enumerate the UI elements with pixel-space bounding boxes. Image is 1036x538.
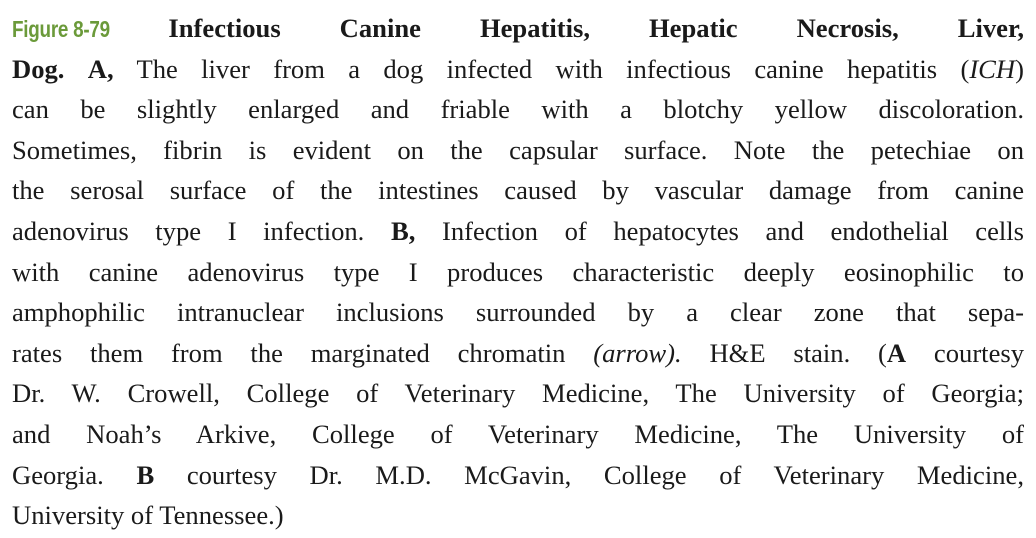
panel-a-text-end: adenovirus type I infection.: [12, 215, 365, 246]
caption-line-9: [12, 333, 1024, 374]
panel-b-text: Infection of hepatocytes and endothelial cells: [441, 215, 1024, 246]
ich-abbrev: ICH: [969, 53, 1016, 84]
figure-caption: [12, 8, 1024, 536]
arrow-note: (arrow).: [593, 337, 682, 368]
credit-a-text: courtesy: [933, 337, 1025, 368]
caption-line-12: [12, 455, 1024, 496]
panel-b-label: B,: [390, 215, 416, 246]
caption-line-1: [12, 8, 1024, 49]
figure-label: Figure 8-79: [12, 16, 110, 42]
credit-a-end: Georgia.: [12, 459, 104, 490]
caption-line-8: amphophilic intranuclear inclusions surrounded by a clear zone that sepa-: [12, 297, 1024, 328]
figure-title-cont: Dog.: [12, 53, 65, 84]
panel-a-label: A,: [87, 53, 114, 84]
panel-a-text: The liver from a dog infected with infectious canine hepatitis (: [136, 53, 970, 84]
chromatin-text: rates them from the marginated chromatin: [12, 337, 566, 368]
caption-line-11: and Noah’s Arkive, College of Veterinary Medicine, The University of: [12, 418, 1024, 449]
caption-line-4: Sometimes, fibrin is evident on the capsular surface. Note the petechiae on: [12, 134, 1024, 165]
paren-close: ): [1015, 53, 1024, 84]
stain-text: H&E stain. (: [709, 337, 887, 368]
caption-line-7: with canine adenovirus type I produces characteristic deeply eosinophilic to: [12, 256, 1024, 287]
caption-line-6: [12, 211, 1024, 252]
credit-a-label: A: [886, 337, 907, 368]
caption-line-3: can be slightly enlarged and friable with a blotchy yellow discoloration.: [12, 94, 1024, 125]
caption-line-2: [12, 49, 1024, 90]
caption-line-10: Dr. W. Crowell, College of Veterinary Medicine, The University of Georgia;: [12, 378, 1024, 409]
caption-line-13: University of Tennessee.): [12, 500, 284, 531]
caption-line-5: the serosal surface of the intestines caused by vascular damage from canine: [12, 175, 1024, 206]
credit-b-text: courtesy Dr. M.D. McGavin, College of Veterinary Medicine,: [186, 459, 1024, 490]
credit-b-label: B: [136, 459, 155, 490]
figure-title: Infectious Canine Hepatitis, Hepatic Necrosis, Liver,: [168, 13, 1024, 43]
